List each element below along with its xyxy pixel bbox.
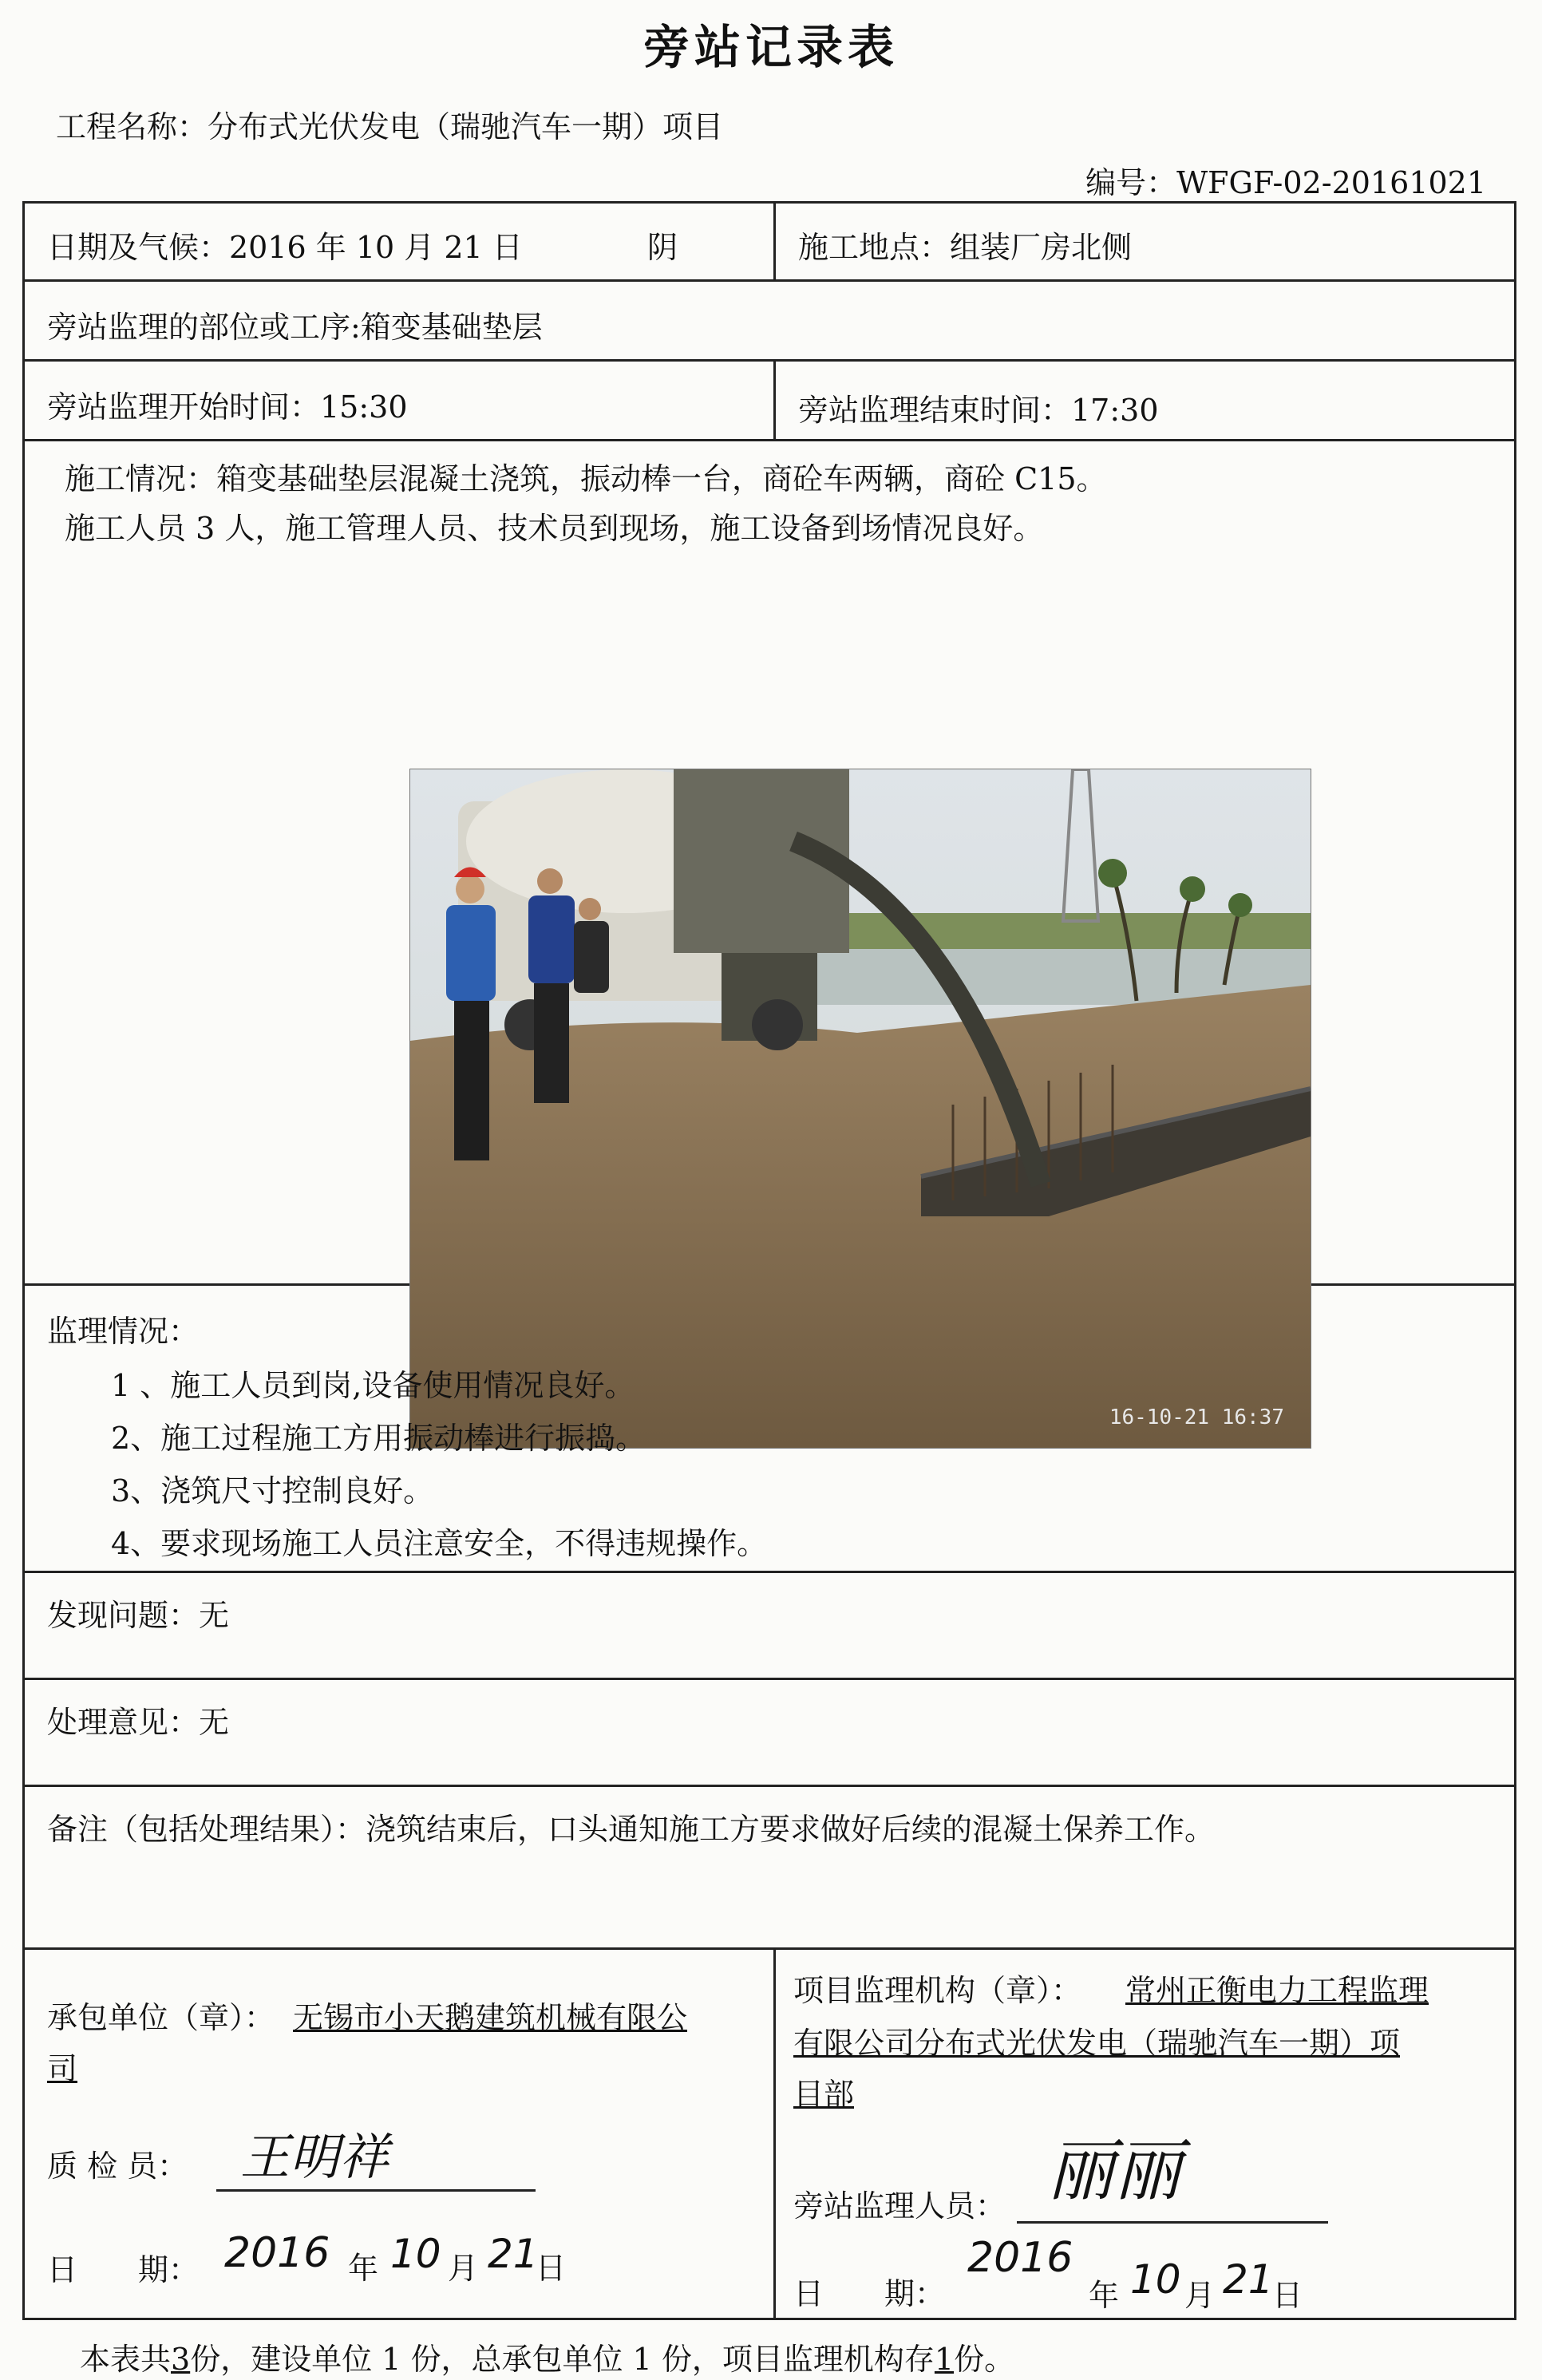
contractor-name: 无锡市小天鹅建筑机械有限公 (293, 2000, 688, 2035)
inspector-underline (216, 2189, 536, 2192)
supervisor-date-year: 2016 (967, 2234, 1073, 2282)
supervisor-date-m: 月 (1184, 2278, 1216, 2313)
footer-note (80, 2335, 1014, 2378)
row-remarks (25, 1787, 1514, 1950)
row-signatures (25, 1950, 1514, 2318)
supervisor-date-d: 日 (1272, 2278, 1303, 2313)
opinion: 处理意见：无 (47, 1705, 230, 1740)
photo-timestamp: 16-10-21 16:37 (1109, 1405, 1284, 1429)
contractor-date-label: 日 期： (47, 2252, 200, 2287)
contractor-date-day: 21 (488, 2231, 539, 2277)
supervision-heading: 监理情况： (47, 1314, 200, 1349)
construction-line-1: 施工情况：箱变基础垫层混凝土浇筑，振动棒一台，商砼车两辆，商砼 C15。 (65, 461, 1107, 496)
supervisor-label: 项目监理机构（章）： (793, 1973, 1082, 2008)
row-opinion (25, 1680, 1514, 1787)
supervised-part: 旁站监理的部位或工序:箱变基础垫层 (47, 310, 543, 345)
record-form (22, 201, 1516, 2320)
supervisor-date-label: 日 期： (793, 2276, 946, 2311)
inspector-signature: 王明祥 (240, 2128, 389, 2186)
construction-line-2: 施工人员 3 人，施工管理人员、技术员到现场，施工设备到场情况良好。 (65, 511, 1044, 546)
footer-part-2: 份，建设单位 1 份，总承包单位 1 份，项目监理机构存 (190, 2342, 935, 2377)
start-time: 旁站监理开始时间：15:30 (47, 389, 408, 425)
supervision-item: 2、施工过程施工方用振动棒进行振捣。 (111, 1421, 646, 1456)
weather: 阴 (647, 230, 678, 265)
supervisor-date-month: 10 (1130, 2256, 1181, 2303)
row-times (25, 362, 1514, 441)
row-problems (25, 1573, 1514, 1680)
form-code: 编号：WFGF-02-20161021 (1085, 165, 1486, 200)
contractor-date-year: 2016 (224, 2229, 330, 2277)
supervision-item: 4、要求现场施工人员注意安全，不得违规操作。 (111, 1526, 768, 1561)
page-title: 旁站记录表 (642, 20, 899, 74)
contractor-date-m: 月 (448, 2251, 479, 2286)
footer-copies: 3 (171, 2342, 191, 2377)
remarks: 备注（包括处理结果）：浇筑结束后，口头通知施工方要求做好后续的混凝土保养工作。 (47, 1812, 1216, 1847)
supervision-item: 1 、施工人员到岗,设备使用情况良好。 (111, 1368, 635, 1403)
location: 施工地点：组装厂房北侧 (798, 230, 1133, 265)
date-weather-cell (25, 204, 773, 279)
problems: 发现问题：无 (47, 1598, 230, 1633)
supervisor-name-end: 目部 (793, 2077, 855, 2112)
row-part (25, 282, 1514, 362)
supervisor-person-label: 旁站监理人员： (793, 2188, 1006, 2224)
row-date-location (25, 204, 1514, 282)
contractor-date-month: 10 (390, 2231, 441, 2277)
location-cell (773, 204, 1519, 279)
supervisor-date-day: 21 (1223, 2256, 1274, 2303)
row-supervision (25, 1286, 1514, 1573)
supervisor-underline (1017, 2221, 1328, 2224)
contractor-label: 承包单位（章）： (47, 2000, 275, 2035)
supervisor-name: 常州正衡电力工程监理 (1125, 1973, 1429, 2008)
footer-part-3: 份。 (954, 2342, 1015, 2377)
end-time: 旁站监理结束时间：17:30 (798, 393, 1159, 428)
supervisor-name-cont: 有限公司分布式光伏发电（瑞驰汽车一期）项 (793, 2026, 1401, 2061)
footer-keep: 1 (934, 2342, 955, 2377)
supervisor-date-y: 年 (1089, 2278, 1120, 2313)
inspector-label: 质 检 员： (47, 2149, 188, 2184)
supervision-item: 3、浇筑尺寸控制良好。 (111, 1473, 434, 1508)
supervisor-signature: 丽丽 (1047, 2132, 1182, 2210)
footer-part-1: 本表共 (80, 2342, 172, 2377)
contractor-date-d: 日 (536, 2251, 567, 2286)
contractor-cell (25, 1950, 773, 2318)
contractor-name-cont: 司 (47, 2051, 78, 2086)
project-name: 工程名称：分布式光伏发电（瑞驰汽车一期）项目 (56, 109, 724, 144)
contractor-date-y: 年 (348, 2251, 379, 2286)
date-weather: 日期及气候：2016 年 10 月 21 日 (47, 230, 523, 265)
supervisor-cell (773, 1950, 1519, 2318)
